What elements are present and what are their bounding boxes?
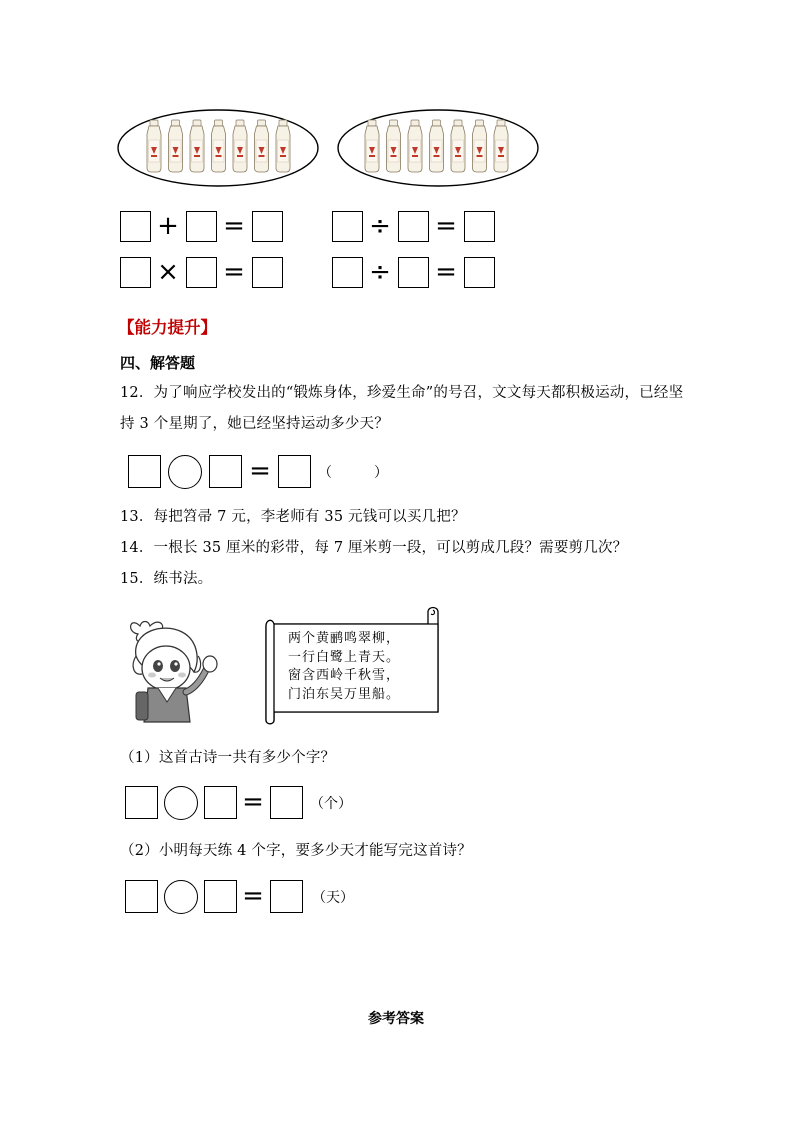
answer-section-title: 参考答案: [368, 1011, 424, 1027]
divide-sign: ÷: [369, 211, 391, 241]
milk-bottle-icon: [408, 120, 422, 172]
milk-bottle-icon: [233, 120, 247, 172]
answer-box[interactable]: [270, 786, 303, 819]
q13-text: 13．每把笤帚 7 元，李老师有 35 元钱可以买几把？: [120, 509, 466, 525]
milk-bottle-icon: [365, 120, 379, 172]
equals-sign: =: [223, 211, 245, 241]
answer-box[interactable]: [464, 211, 495, 242]
answer-box[interactable]: [209, 455, 242, 488]
milk-bottle-icon: [473, 120, 487, 172]
equals-sign: =: [242, 787, 264, 817]
poem-scroll: [262, 604, 446, 726]
poem-line: 门泊东吴万里船。: [288, 686, 401, 702]
answer-box[interactable]: [278, 455, 311, 488]
milk-bottle-icon: [190, 120, 204, 172]
answer-box[interactable]: [186, 257, 217, 288]
plus-sign: +: [157, 211, 179, 241]
milk-bottle-icon: [430, 120, 444, 172]
poem-text: [288, 630, 400, 704]
milk-bottle-icon: [451, 120, 465, 172]
bottle-groups-svg: [116, 108, 546, 188]
answer-box[interactable]: [186, 211, 217, 242]
q12-line-2: 持 3 个星期了，她已经坚持运动多少天？: [120, 416, 389, 432]
operator-circle[interactable]: [164, 786, 198, 820]
equals-sign: =: [435, 211, 457, 241]
girl-illustration: [122, 612, 224, 724]
q15-text: 15．练书法。: [120, 571, 213, 587]
answer-box[interactable]: [464, 257, 495, 288]
poem-line: 两个黄鹂鸣翠柳，: [288, 631, 401, 646]
ability-section-title: 【能力提升】: [118, 318, 217, 337]
unit-blank: （ ）: [318, 465, 388, 481]
answer-box[interactable]: [398, 257, 429, 288]
answer-box[interactable]: [125, 786, 158, 819]
q15-sub1-text: （1）这首古诗一共有多少个字？: [120, 750, 336, 766]
equals-sign: =: [249, 456, 271, 486]
equals-sign: =: [223, 257, 245, 287]
girl-waving-icon: [122, 612, 224, 724]
divide-sign: ÷: [369, 257, 391, 287]
q12-line-1: 12．为了响应学校发出的“锻炼身体，珍爱生命”的号召，文文每天都积极运动，已经坚: [120, 385, 684, 401]
answer-box[interactable]: [125, 880, 158, 913]
equals-sign: =: [435, 257, 457, 287]
answer-box[interactable]: [332, 211, 363, 242]
milk-bottle-icon: [212, 120, 226, 172]
unit-label: （天）: [312, 890, 354, 906]
q14-text: 14．一根长 35 厘米的彩带，每 7 厘米剪一段，可以剪成几段？需要剪几次？: [120, 540, 628, 556]
equals-sign: =: [242, 881, 264, 911]
times-sign: ×: [157, 257, 179, 287]
milk-bottle-icon: [169, 120, 183, 172]
answer-box[interactable]: [332, 257, 363, 288]
q15-sub2-text: （2）小明每天练 4 个字，要多少天才能写完这首诗？: [120, 843, 472, 859]
operator-circle[interactable]: [164, 880, 198, 914]
milk-bottle-icon: [147, 120, 161, 172]
milk-bottle-icon: [387, 120, 401, 172]
answer-box[interactable]: [252, 211, 283, 242]
answer-box[interactable]: [204, 880, 237, 913]
milk-bottle-icon: [494, 120, 508, 172]
answer-box[interactable]: [120, 211, 151, 242]
milk-bottle-icon: [255, 120, 269, 172]
answer-box[interactable]: [120, 257, 151, 288]
milk-bottle-icon: [276, 120, 290, 172]
answer-box[interactable]: [398, 211, 429, 242]
answer-box[interactable]: [204, 786, 237, 819]
answer-box[interactable]: [270, 880, 303, 913]
answer-box[interactable]: [252, 257, 283, 288]
operator-circle[interactable]: [168, 455, 202, 489]
bottle-picture: [116, 108, 546, 188]
poem-line: 窗含西岭千秋雪，: [288, 668, 401, 683]
unit-label: （个）: [310, 796, 352, 812]
answer-box[interactable]: [128, 455, 161, 488]
part-title: 四、解答题: [120, 354, 196, 372]
poem-line: 一行白鹭上青天。: [288, 649, 401, 665]
